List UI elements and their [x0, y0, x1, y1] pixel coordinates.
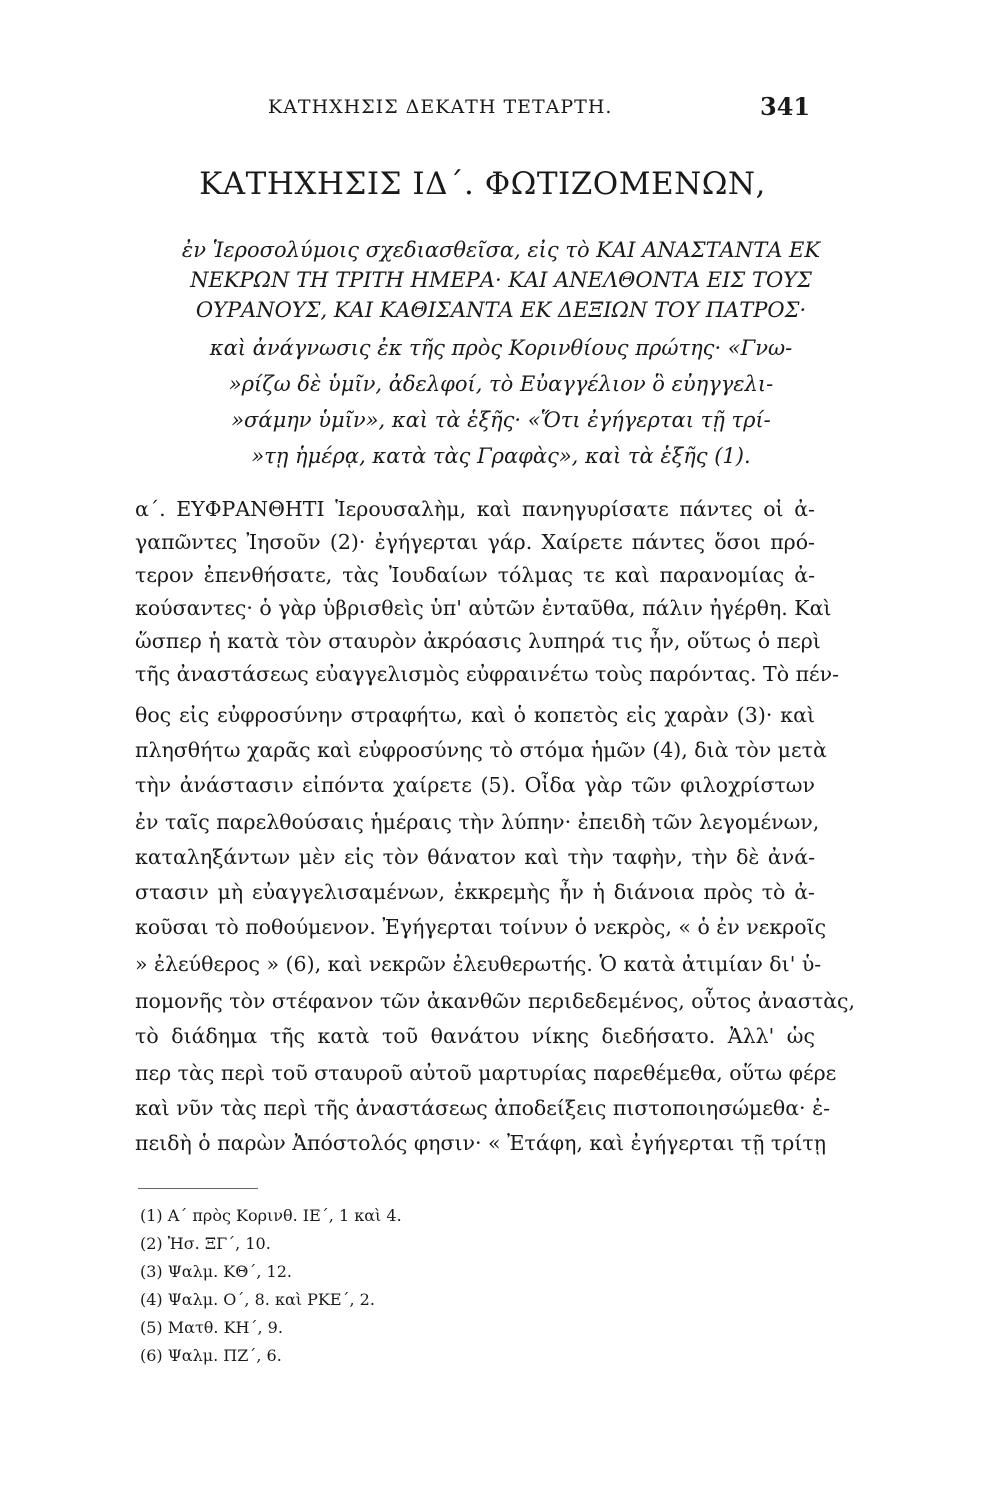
- footnote: (3) Ψαλμ. ΚΘ΄, 12.: [140, 1262, 292, 1281]
- footnote: (4) Ψαλμ. Ο΄, 8. καὶ ΡΚΕ΄, 2.: [140, 1290, 375, 1309]
- subtitle-line: ἐν Ἱεροσολύμοις σχεδιασθεῖσα, εἰς τὸ ΚΑΙ ΑΝΑΣΤΑΝΤΑ ΕΚ: [181, 238, 821, 262]
- subtitle-line: ΝΕΚΡΩΝ ΤΗ ΤΡΙΤΗ ΗΜΕΡΑ· ΚΑΙ ΑΝΕΛΘΟΝΤΑ ΕΙΣ ΤΟΥΣ: [190, 268, 812, 292]
- subtitle-line: »σάμην ὑμῖν», καὶ τὰ ἑξῆς· «Ὅτι ἐγήγερται τῇ τρί-: [231, 408, 771, 432]
- footnote: (6) Ψαλμ. ΠΖ΄, 6.: [140, 1346, 282, 1365]
- body-line: » ἐλεύθερος » (6), καὶ νεκρῶν ἐλευθερωτής. Ὁ κατὰ ἀτιμίαν δι' ὑ-: [135, 952, 822, 976]
- chapter-title: ΚΑΤΗΧΗΣΙΣ ΙΔ΄. ΦΩΤΙΖΟΜΕΝΩΝ,: [199, 166, 766, 202]
- subtitle-line: καὶ ἀνάγνωσις ἐκ τῆς πρὸς Κορινθίους πρώτης· «Γνω-: [209, 336, 793, 360]
- body-line: πομονῆς τὸν στέφανον τῶν ἀκανθῶν περιδεδεμένος, οὗτος ἀναστὰς,: [135, 989, 856, 1013]
- body-line: τὸ διάδημα τῆς κατὰ τοῦ θανάτου νίκης διεδήσατο. Ἀλλ' ὡς: [135, 1024, 815, 1048]
- running-head: ΚΑΤΗΧΗΣΙΣ ΔΕΚΑΤΗ ΤΕΤΑΡΤΗ.: [268, 96, 613, 118]
- subtitle-line: »τῃ ἡμέρᾳ, κατὰ τὰς Γραφὰς», καὶ τὰ ἑξῆς (1).: [251, 444, 751, 468]
- body-line: καταληξάντων μὲν εἰς τὸν θάνατον καὶ τὴν ταφὴν, τὴν δὲ ἀνά-: [135, 845, 815, 869]
- body-line: καὶ νῦν τὰς περὶ τῆς ἀναστάσεως ἀποδείξεις πιστοποιησώμεθα· ἐ-: [135, 1096, 830, 1120]
- body-line: γαπῶντες Ἰησοῦν (2)· ἐγήγερται γάρ. Χαίρετε πάντες ὅσοι πρό-: [135, 530, 815, 554]
- body-line: ἐν ταῖς παρελθούσαις ἡμέραις τὴν λύπην· ἐπειδὴ τῶν λεγομένων,: [135, 810, 820, 834]
- footnote: (2) Ἠσ. ΞΓ΄, 10.: [140, 1234, 271, 1253]
- body-line: στασιν μὴ εὐαγγελισαμένων, ἐκκρεμὴς ἦν ἡ διάνοια πρὸς τὸ ἀ-: [135, 880, 815, 904]
- body-line: α΄. ΕΥΦΡΑΝΘΗΤΙ Ἱερουσαλὴμ, καὶ πανηγυρίσατε πάντες οἱ ἀ-: [135, 497, 815, 521]
- body-line: τῆς ἀναστάσεως εὐαγγελισμὸς εὐφραινέτω τοὺς παρόντας. Τὸ πέν-: [135, 662, 840, 686]
- body-line: κοῦσαι τὸ ποθούμενον. Ἐγήγερται τοίνυν ὁ νεκρὸς, « ὁ ἐν νεκροῖς: [135, 915, 827, 939]
- body-line: θος εἰς εὐφροσύνην στραφήτω, καὶ ὁ κοπετὸς εἰς χαρὰν (3)· καὶ: [135, 703, 815, 727]
- footnote: (5) Ματθ. ΚΗ΄, 9.: [140, 1318, 283, 1337]
- subtitle-line: »ρίζω δὲ ὑμῖν, ἀδελφοί, τὸ Εὐαγγέλιον ὃ εὐηγγελι-: [228, 372, 774, 396]
- body-line: πειδὴ ὁ παρὼν Ἀπόστολός φησιν· « Ἐτάφη, καὶ ἐγήγερται τῇ τρίτῃ: [135, 1131, 826, 1155]
- body-line: ὥσπερ ἡ κατὰ τὸν σταυρὸν ἀκρόασις λυπηρά τις ἦν, οὕτως ὁ περὶ: [135, 629, 821, 653]
- footnote-divider: [138, 1188, 258, 1189]
- body-line: τὴν ἀνάστασιν εἰπόντα χαίρετε (5). Οἶδα γὰρ τῶν φιλοχρίστων: [135, 773, 815, 797]
- body-line: κούσαντες· ὁ γὰρ ὑβρισθεὶς ὑπ' αὐτῶν ἐνταῦθα, πάλιν ἠγέρθη. Καὶ: [135, 596, 832, 620]
- subtitle-line: ΟΥΡΑΝΟΥΣ, ΚΑΙ ΚΑΘΙΣΑΝΤΑ ΕΚ ΔΕΞΙΩΝ ΤΟΥ ΠΑΤΡΟΣ·: [195, 298, 807, 322]
- page-number: 341: [760, 92, 811, 121]
- body-line: πλησθήτω χαρᾶς καὶ εὐφροσύνης τὸ στόμα ἡμῶν (4), διὰ τὸν μετὰ: [135, 738, 827, 762]
- footnote: (1) Α΄ πρὸς Κορινθ. ΙΕ΄, 1 καὶ 4.: [140, 1206, 402, 1225]
- body-line: τερον ἐπενθήσατε, τὰς Ἰουδαίων τόλμας τε καὶ παρανομίας ἀ-: [135, 563, 815, 587]
- body-line: περ τὰς περὶ τοῦ σταυροῦ αὐτοῦ μαρτυρίας παρεθέμεθα, οὕτω φέρε: [135, 1061, 837, 1085]
